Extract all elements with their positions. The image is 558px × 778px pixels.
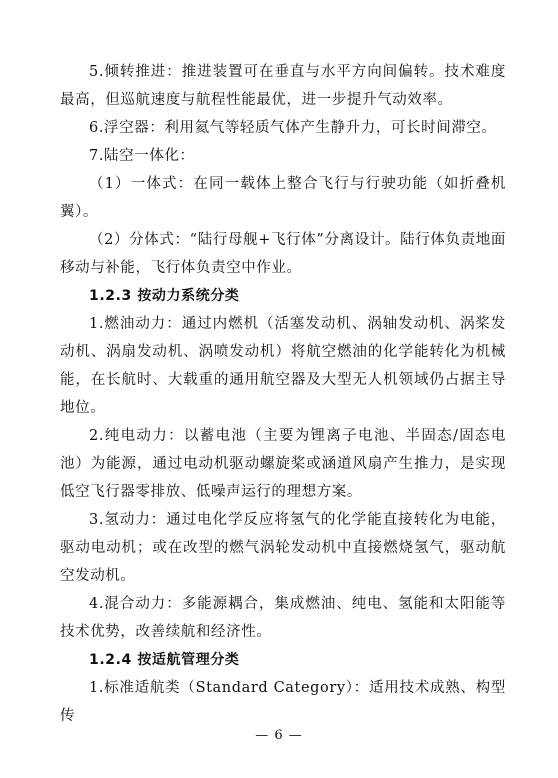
paragraph-electric-power: 2.纯电动力：以蓄电池（主要为锂离子电池、半固态/固态电池）为能源，通过电动机驱动螺旋桨或涵道风扇产生推力，是实现低空飞行器零排放、低噪声运行的理想方案。 [60, 428, 506, 500]
paragraph-fuel-power: 1.燃油动力：通过内燃机（活塞发动机、涡轴发动机、涡桨发动机、涡扇发动机、涡喷发动机）将航空燃油的化学能转化为机械能，在长航时、大载重的通用航空器及大型无人机领域仍占据主导地位。 [60, 316, 506, 416]
paragraph-integrated-type: （1）一体式：在同一载体上整合飞行与行驶功能（如折叠机翼）。 [60, 176, 506, 220]
paragraph-land-air-integration: 7.陆空一体化： [89, 148, 195, 164]
paragraph-split-type: （2）分体式：“陆行母舰+飞行体”分离设计。陆行体负责地面移动与补能，飞行体负责空中作业。 [60, 232, 506, 276]
paragraph-hybrid-power: 4.混合动力：多能源耦合，集成燃油、纯电、氢能和太阳能等技术优势，改善续航和经济性。 [60, 596, 506, 640]
section-heading-airworthiness: 1.2.4 按适航管理分类 [89, 652, 240, 668]
paragraph-hydrogen-power: 3.氢动力：通过电化学反应将氢气的化学能直接转化为电能，驱动电动机；或在改型的燃气涡轮发动机中直接燃烧氢气，驱动航空发动机。 [60, 512, 506, 584]
paragraph-aerostat: 6.浮空器：利用氦气等轻质气体产生静升力，可长时间滞空。 [89, 120, 497, 136]
section-heading-power-system: 1.2.3 按动力系统分类 [89, 288, 240, 304]
page-number: — 6 — [255, 728, 303, 743]
paragraph-tilt-propulsion: 5.倾转推进：推进装置可在垂直与水平方向间偏转。技术难度最高，但巡航速度与航程性能最优，进一步提升气动效率。 [60, 64, 506, 108]
paragraph-standard-category: 1.标准适航类（Standard Category）：适用技术成熟、构型传 [60, 680, 506, 724]
